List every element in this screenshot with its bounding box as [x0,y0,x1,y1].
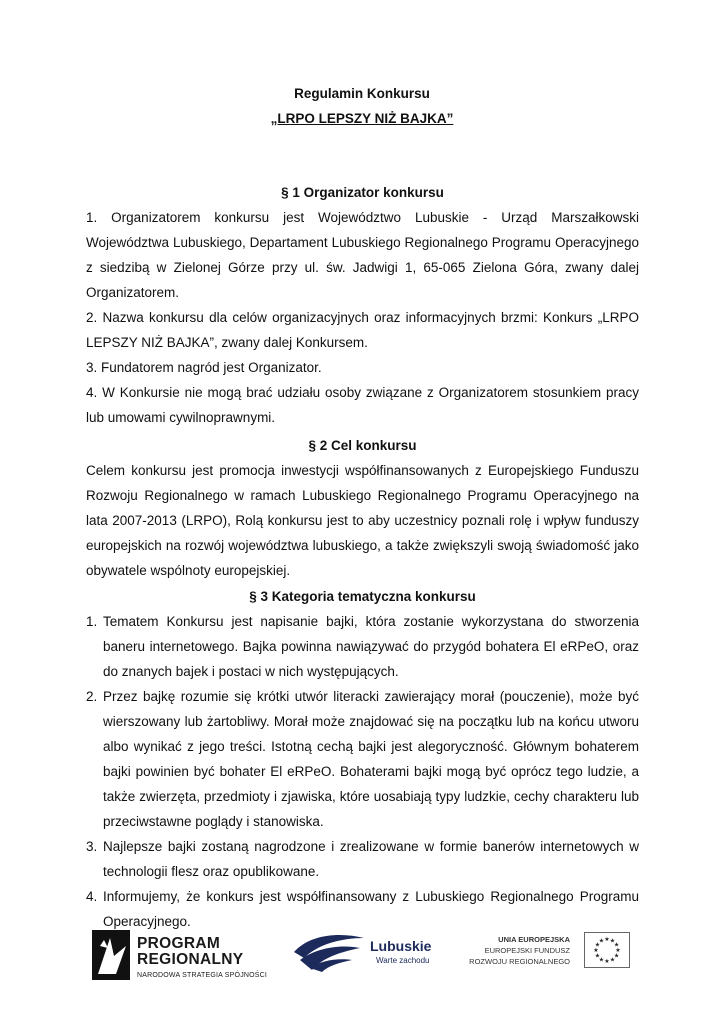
eu-star-icon: ★ [594,942,601,949]
eu-star-icon: ★ [615,948,621,954]
lubuskie-slogan: Warte zachodu [376,956,430,965]
section-1-paragraph-4: 4. W Konkursie nie mogą brać udziału osoby związane z Organizatorem stosunkiem pracy lub umowami cywilnoprawnymi. [86,385,639,425]
eu-star-icon: ★ [609,938,616,945]
program-regionalny-logo [90,926,270,986]
section-3-heading: § 3 Kategoria tematyczna konkursu [249,589,476,604]
eu-line-2: EUROPEJSKI FUNDUSZ [484,946,570,955]
lubuskie-logo [290,928,440,978]
list-item-text: Przez bajkę rozumie się krótki utwór literacki zawierający morał (pouczenie), może być wierszowany lub żartobliwy. Morał może znajdować się na początku lub na końcu utworu albo wynikać z jego treści. Istotną cechą bajki jest alegoryczność. Głównym bohaterem bajki powinien być bohater El eRPeO. Bohaterami bajki mogą być oprócz tego ludzie, a także zwierzęta, przedmioty i zjawiska, które uosabiają typy ludzkie, cechy charakteru lub przeciwstawne poglądy i stanowiska. [103,689,639,829]
lubuskie-name: Lubuskie [370,938,432,954]
eu-star-icon: ★ [604,937,610,943]
eu-line-1: UNIA EUROPEJSKA [498,935,570,944]
list-item [86,609,639,684]
eu-star-icon: ★ [609,957,616,964]
eu-star-icon: ★ [593,948,599,954]
section-2 [86,433,639,583]
eu-star-icon: ★ [613,953,620,960]
list-item-number: 1. [86,614,98,629]
section-1-paragraph-2: 2. Nazwa konkursu dla celów organizacyjnych oraz informacyjnych brzmi: Konkurs „LRPO LEPSZY NIŻ BAJKA”, zwany dalej Konkursem. [86,310,639,350]
list-item [86,834,639,884]
program-regionalny-emblem-icon [90,926,132,984]
list-item-number: 2. [86,689,98,704]
list-item-text: Informujemy, że konkurs jest współfinansowany z Lubuskiego Regionalnego Programu Operacyjnego. [103,889,639,929]
eu-line-3: ROZWOJU REGIONALNEGO [469,957,570,966]
section-1-heading: § 1 Organizator konkursu [281,185,444,200]
section-1 [86,180,639,430]
lubuskie-swoosh-icon [290,930,368,974]
eu-star-icon: ★ [613,942,620,949]
program-line-2: REGIONALNY [137,951,244,968]
footer-logos [0,918,724,988]
eu-star-icon: ★ [598,957,605,964]
list-item [86,684,639,834]
list-item-text: Tematem Konkursu jest napisanie bajki, która zostanie wykorzystana do stworzenia baneru internetowego. Bajka powinna nawiązywać do przygód bohatera El eRPeO, oraz do znanych bajek i postaci w nich występujących. [103,614,639,679]
eu-star-icon: ★ [598,938,605,945]
section-2-heading: § 2 Cel konkursu [308,438,417,453]
program-line-1: PROGRAM [137,935,221,952]
list-item-number: 4. [86,889,98,904]
document-title: Regulamin Konkursu [294,86,430,101]
section-2-paragraph: Celem konkursu jest promocja inwestycji współfinansowanych z Europejskiego Funduszu Rozwoju Regionalnego w ramach Lubuskiego Regionalnego Programu Operacyjnego na lata 2007-2013 (LRPO), Rolą konkursu jest to aby uczestnicy poznali rolę i wpływ funduszy europejskich na rozwój województwa lubuskiego, a także zwiększyli swoją świadomość jako obywatele wspólnoty europejskiej. [86,463,639,578]
section-1-paragraph-1: 1. Organizatorem konkursu jest Województwo Lubuskie - Urząd Marszałkowski Województwa Lubuskiego, Departament Lubuskiego Regionalnego Programu Operacyjnego z siedzibą w Zielonej Górze przy ul. św. Jadwigi 1, 65-065 Zielona Góra, zwany dalej Organizatorem. [86,210,639,300]
program-subtitle: NARODOWA STRATEGIA SPÓJNOŚCI [137,972,268,979]
eu-star-icon: ★ [604,959,610,965]
document-subtitle: „LRPO LEPSZY NIŻ BAJKA” [270,111,454,126]
eu-star-icon: ★ [594,953,601,960]
section-3 [86,584,639,934]
list-item-text: Najlepsze bajki zostaną nagrodzone i zrealizowane w formie banerów internetowych w technologii flesz oraz opublikowane. [103,839,639,879]
eu-logo [462,932,632,982]
section-3-list [86,609,639,934]
eu-flag-icon [584,932,630,968]
list-item-number: 3. [86,839,98,854]
section-1-paragraph-3: 3. Fundatorem nagród jest Organizator. [86,360,322,375]
